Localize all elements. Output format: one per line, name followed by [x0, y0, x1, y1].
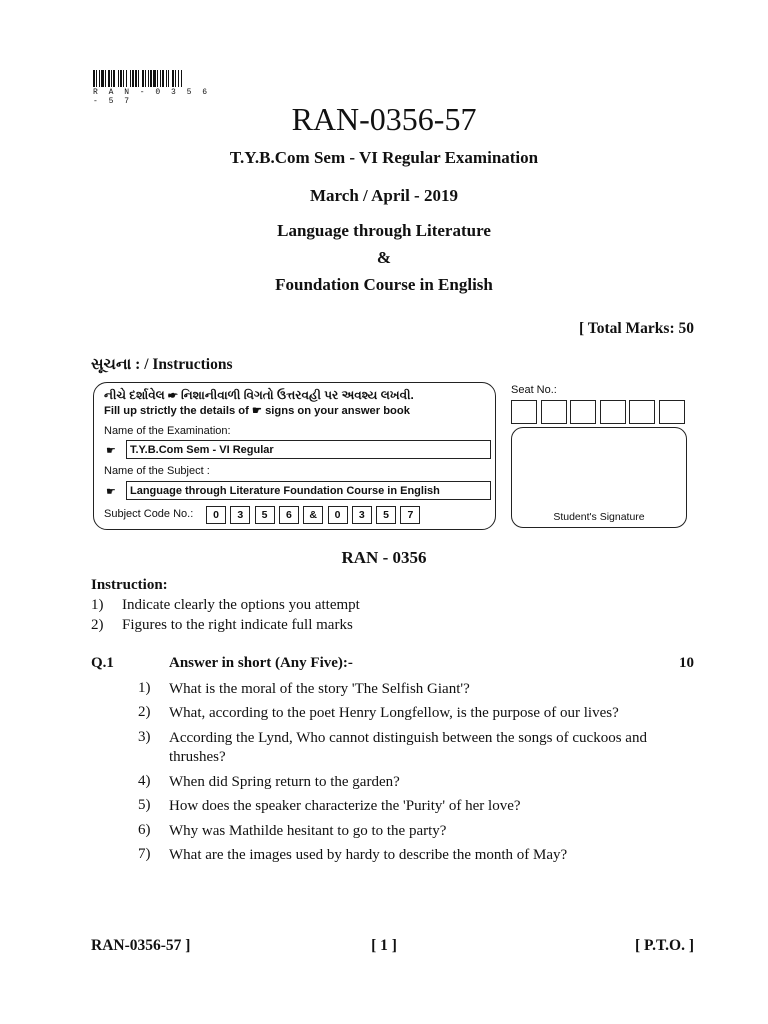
- subject-code-digit: 3: [352, 506, 372, 524]
- barcode-bar: [166, 70, 167, 87]
- sub-question-number: 4): [138, 773, 151, 789]
- instructions-heading: સૂચના : / Instructions: [91, 356, 233, 373]
- sub-question-text: When did Spring return to the garden?: [169, 774, 400, 790]
- barcode-bar: [111, 70, 112, 87]
- question-marks: 10: [679, 655, 694, 671]
- barcode-bar: [178, 70, 179, 87]
- sub-question-text: What is the moral of the story 'The Selfish Giant'?: [169, 681, 470, 697]
- instruction-text: Figures to the right indicate full marks: [122, 617, 353, 633]
- subject-code-digit: &: [303, 506, 323, 524]
- barcode-bar: [153, 70, 156, 87]
- barcode-bar: [168, 70, 169, 87]
- barcode-bar: [181, 70, 182, 87]
- barcode-bar: [126, 70, 127, 87]
- subject-code-label: Subject Code No.:: [104, 508, 194, 520]
- sub-question-text: What are the images used by hardy to describe the month of May?: [169, 847, 568, 863]
- barcode-bar: [118, 70, 119, 87]
- barcode-image: [93, 70, 219, 87]
- sub-question-text: What, according to the poet Henry Longfellow, is the purpose of our lives?: [169, 705, 619, 721]
- sub-question-number: 1): [138, 680, 151, 696]
- barcode-number: R A N - 0 3 5 6 - 5 7: [93, 88, 211, 106]
- barcode-bar: [123, 70, 124, 87]
- barcode-bar: [138, 70, 139, 87]
- footer-paper-code: RAN-0356-57 ]: [91, 937, 191, 954]
- sub-question-number: 3): [138, 729, 151, 745]
- section-code: RAN - 0356: [341, 548, 427, 567]
- seat-number-cell: [511, 400, 537, 424]
- barcode-bar: [120, 70, 122, 87]
- barcode-bar: [145, 70, 146, 87]
- subject-title-line-1: Language through Literature: [277, 221, 491, 240]
- seat-number-cell: [570, 400, 596, 424]
- exam-session: March / April - 2019: [310, 186, 458, 205]
- question-title: Answer in short (Any Five):-: [169, 655, 353, 671]
- barcode-bar: [99, 70, 100, 87]
- instruction-number: 2): [91, 617, 104, 633]
- subject-code-digit: 7: [400, 506, 420, 524]
- gujarati-instruction: નીચે દર્શાવેલ ☛ નિશાનીવાળી વિગતો ઉત્તરવહી પર અવશ્ય લખવી.: [104, 388, 414, 402]
- sub-question-number: 5): [138, 797, 151, 813]
- sub-question-number: 2): [138, 704, 151, 720]
- barcode-bar: [105, 70, 106, 87]
- instruction-number: 1): [91, 597, 104, 613]
- barcode-bar: [132, 70, 134, 87]
- instruction-title: Instruction:: [91, 577, 168, 593]
- subject-code-digit: 5: [255, 506, 275, 524]
- barcode-bar: [96, 70, 97, 87]
- seat-number-cell: [659, 400, 685, 424]
- sub-question-number: 7): [138, 846, 151, 862]
- subject-code-digit: 6: [279, 506, 299, 524]
- subject-code-digit: 5: [376, 506, 396, 524]
- barcode-bar: [108, 70, 110, 87]
- paper-code: RAN-0356-57: [291, 101, 477, 137]
- footer-pto: [ P.T.O. ]: [635, 937, 694, 954]
- barcode-bar: [172, 70, 174, 87]
- seat-number-cell: [629, 400, 655, 424]
- sub-question-text: According the Lynd, Who cannot distinguish between the songs of cuckoos and thrushes?: [169, 730, 647, 765]
- barcode-bar: [93, 70, 95, 87]
- pointing-hand-icon: ☛: [106, 486, 116, 498]
- barcode-bar: [113, 70, 115, 87]
- barcode-bar: [148, 70, 149, 87]
- barcode-bar: [160, 70, 161, 87]
- seat-number-cell: [600, 400, 626, 424]
- total-marks: [ Total Marks: 50: [579, 320, 694, 337]
- barcode-bar: [157, 70, 158, 87]
- signature-label: Student's Signature: [553, 511, 645, 523]
- subject-ampersand: &: [376, 248, 392, 267]
- seat-number-label: Seat No.:: [511, 384, 557, 396]
- exam-title: T.Y.B.Com Sem - VI Regular Examination: [229, 148, 539, 167]
- subject-name-field: Language through Literature Foundation Course in English: [126, 481, 491, 500]
- subject-title-line-2: Foundation Course in English: [275, 275, 493, 294]
- barcode-bar: [142, 70, 144, 87]
- subject-code-digit: 0: [206, 506, 226, 524]
- barcode-bar: [175, 70, 176, 87]
- exam-name-field: T.Y.B.Com Sem - VI Regular: [126, 440, 491, 459]
- sub-question-number: 6): [138, 822, 151, 838]
- sub-question-text: How does the speaker characterize the 'Purity' of her love?: [169, 798, 521, 814]
- sub-question-text: Why was Mathilde hesitant to go to the party?: [169, 823, 447, 839]
- fill-up-instruction: Fill up strictly the details of ☛ signs on your answer book: [104, 405, 410, 417]
- question-number: Q.1: [91, 655, 114, 671]
- footer-page-number: [ 1 ]: [371, 937, 397, 954]
- exam-name-label: Name of the Examination:: [104, 425, 231, 437]
- subject-code-digit: 0: [328, 506, 348, 524]
- seat-number-cell: [541, 400, 567, 424]
- subject-name-label: Name of the Subject :: [104, 465, 210, 477]
- pointing-hand-icon: ☛: [106, 445, 116, 457]
- barcode-bar: [130, 70, 131, 87]
- barcode-bar: [135, 70, 137, 87]
- barcode-bar: [150, 70, 152, 87]
- instruction-text: Indicate clearly the options you attempt: [122, 597, 360, 613]
- subject-code-digit: 3: [230, 506, 250, 524]
- barcode-bar: [101, 70, 104, 87]
- barcode-bar: [162, 70, 164, 87]
